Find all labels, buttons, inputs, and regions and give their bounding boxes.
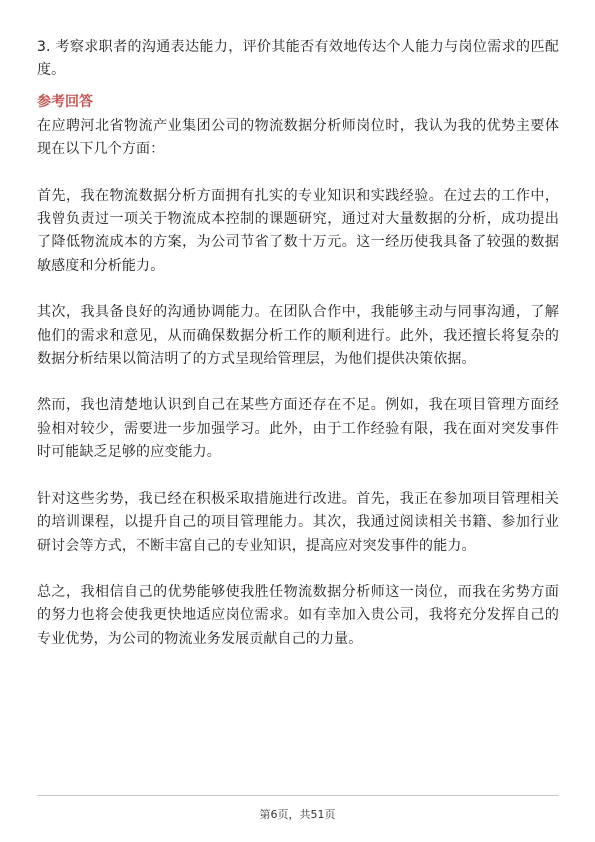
answer-paragraph-conclusion: 总之，我相信自己的优势能够使我胜任物流数据分析师这一岗位，而我在劣势方面的努力也将会使我更快地适应岗位需求。如有幸加入贵公司，我将充分发挥自己的专业优势，为公司的物流业务发展贡献自己的力量。 [37, 583, 559, 647]
answer-paragraph-weakness: 然而，我也清楚地认识到自己在某些方面还存在不足。例如，我在项目管理方面经验相对较少，需要进一步加强学习。此外，由于工作经验有限，我在面对突发事件时可能缺乏足够的应变能力。 [37, 397, 559, 461]
answer-label: 参考回答 [37, 93, 93, 110]
question-text: 3. 考察求职者的沟通表达能力，评价其能否有效地传达个人能力与岗位需求的匹配度。 [37, 39, 559, 79]
document-body [37, 36, 559, 651]
answer-paragraph-strength-analysis: 首先，我在物流数据分析方面拥有扎实的专业知识和实践经验。在过去的工作中，我曾负责过一项关于物流成本控制的课题研究，通过对大量数据的分析，成功提出了降低物流成本的方案，为公司节省了数十万元。这一经历使我具备了较强的数据敏感度和分析能力。 [37, 187, 559, 274]
footer-divider [37, 795, 559, 796]
answer-paragraph-strength-communication: 其次，我具备良好的沟通协调能力。在团队合作中，我能够主动与同事沟通，了解他们的需求和意见，从而确保数据分析工作的顺利进行。此外，我还擅长将复杂的数据分析结果以简洁明了的方式呈现给管理层，为他们提供决策依据。 [37, 304, 559, 368]
answer-paragraph-intro: 在应聘河北省物流产业集团公司的物流数据分析师岗位时，我认为我的优势主要体现在以下几个方面： [37, 117, 559, 158]
answer-paragraph-improvement: 针对这些劣势，我已经在积极采取措施进行改进。首先，我正在参加项目管理相关的培训课程，以提升自己的项目管理能力。其次，我通过阅读相关书籍、参加行业研讨会等方式，不断丰富自己的专业知识，提高应对突发事件的能力。 [37, 490, 559, 554]
page-number: 第6页，共51页 [259, 808, 336, 821]
